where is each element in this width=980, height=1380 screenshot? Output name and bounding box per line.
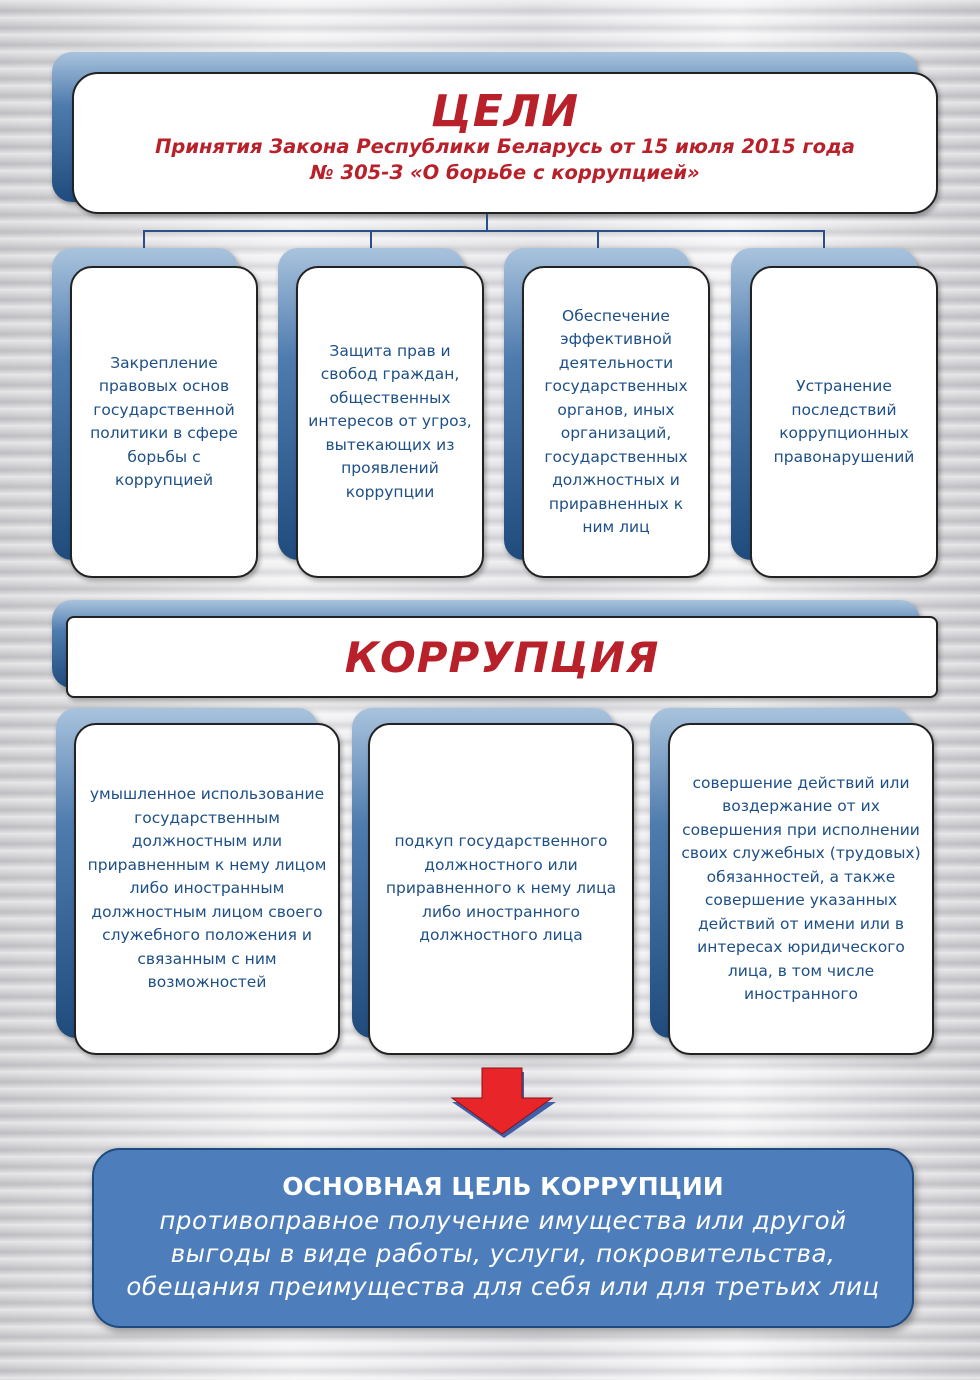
law-title-line2: № 305-З «О борьбе с коррупцией» bbox=[310, 161, 700, 184]
goal-card-1 bbox=[70, 266, 258, 578]
connector-trunk bbox=[486, 214, 488, 231]
goal-text-2: Защита прав и свобод граждан, общественных интересов от угроз, вытекающих из проявлений коррупции bbox=[308, 341, 472, 501]
corruption-title: КОРРУПЦИЯ bbox=[344, 632, 660, 682]
connector-branch-2 bbox=[370, 230, 372, 248]
corruption-item-text-1: умышленное использование государственным должностным или приравненным к нему лицом либо иностранным должностным лицом своего служебного положения и связанным с ним возможностей bbox=[87, 785, 327, 992]
connector-branch-1 bbox=[143, 230, 145, 248]
title-card bbox=[72, 72, 938, 214]
main-goal-line2: выгоды в виде работы, услуги, покровительства, bbox=[170, 1239, 836, 1268]
corruption-item-2 bbox=[368, 723, 634, 1055]
main-goal-line3: обещания преимущества для себя или для третьих лиц bbox=[126, 1272, 880, 1301]
corruption-item-text-3: совершение действий или воздержание от их совершения при исполнении своих служебных (трудовых) обязанностей, а также совершение указанных действий от имени или в интересах юридического лица, в том числе иностранного bbox=[681, 773, 921, 1003]
corruption-item-1 bbox=[74, 723, 340, 1055]
main-goal-line1: противоправное получение имущества или другой bbox=[159, 1206, 847, 1235]
law-title-line1: Принятия Закона Республики Беларусь от 15 июля 2015 года bbox=[155, 135, 855, 158]
goal-card-2 bbox=[296, 266, 484, 578]
connector-branch-3 bbox=[597, 230, 599, 248]
connector-horizontal bbox=[143, 230, 825, 232]
corruption-item-3 bbox=[668, 723, 934, 1055]
arrow-down-icon bbox=[446, 1066, 558, 1138]
main-goal-title: ОСНОВНАЯ ЦЕЛЬ КОРРУПЦИИ bbox=[282, 1172, 724, 1201]
goal-text-3: Обеспечение эффективной деятельности государственных органов, иных организаций, государственных должностных и приравненных к ним лиц bbox=[544, 306, 688, 536]
main-goal-box bbox=[92, 1148, 914, 1328]
connector-branch-4 bbox=[823, 230, 825, 248]
goal-text-1: Закрепление правовых основ государственной политики в сфере борьбы с коррупцией bbox=[90, 353, 238, 489]
corruption-item-text-2: подкуп государственного должностного или приравненного к нему лица либо иностранного должностного лица bbox=[385, 832, 617, 945]
goal-card-3 bbox=[522, 266, 710, 578]
corruption-card bbox=[66, 616, 938, 698]
goals-title: ЦЕЛИ bbox=[430, 86, 580, 137]
goal-card-4 bbox=[750, 266, 938, 578]
goal-text-4: Устранение последствий коррупционных правонарушений bbox=[773, 377, 915, 466]
